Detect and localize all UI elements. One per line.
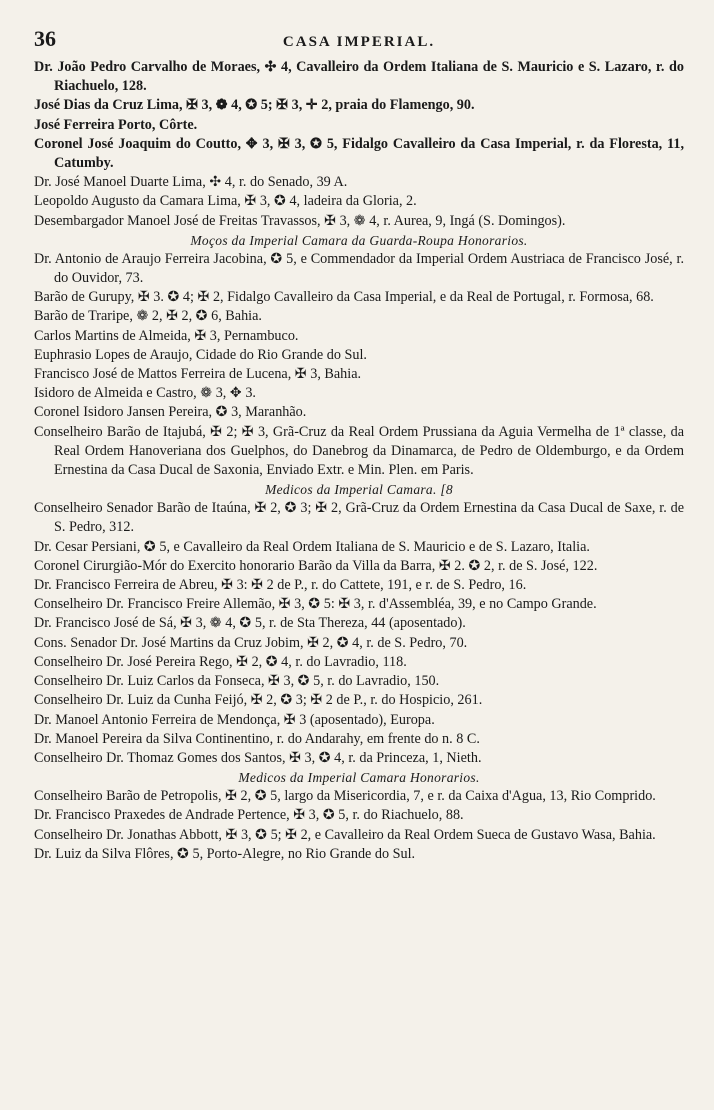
directory-entry: Dr. Francisco Ferreira de Abreu, ✠ 3: ✠ 2 de P., r. do Cattete, 191, e r. de S. Pedro, 16. (34, 577, 527, 594)
directory-entry: Dr. João Pedro Carvalho de Moraes, ✣ 4, Cavalleiro da Ordem Italiana de S. Mauricio e S. Lazaro, r. do Riachuelo, 128. (34, 59, 684, 95)
directory-entry: Dr. Manoel Pereira da Silva Continentino, r. do Andarahy, em frente do n. 8 C. (34, 730, 480, 747)
entry-list (34, 58, 684, 864)
page-number: 36 (34, 26, 56, 51)
directory-entry: Conselheiro Dr. Luiz Carlos da Fonseca, ✠ 3, ✪ 5, r. do Lavradio, 150. (34, 673, 440, 690)
directory-entry: Barão de Traripe, ❁ 2, ✠ 2, ✪ 6, Bahia. (34, 308, 262, 325)
directory-entry: Dr. Cesar Persiani, ✪ 5, e Cavalleiro da Real Ordem Italiana de S. Mauricio e de S. Lazaro, Italia. (34, 538, 590, 555)
directory-entry: Conselheiro Dr. Jonathas Abbott, ✠ 3, ✪ 5; ✠ 2, e Cavalleiro da Real Ordem Sueca de Gustavo Wasa, Bahia. (34, 826, 656, 843)
directory-entry: Conselheiro Barão de Itajubá, ✠ 2; ✠ 3, Grã-Cruz da Real Ordem Prussiana da Aguia Vermelha de 1ª classe, da Real Ordem Hanoveriana dos Guelphos, do Danebrog da Dinamarca, de Pedro de Oldemburgo, e da Ordem Ernestina da Casa Ducal de Saxonia, Enviado Extr. e Min. Plen. em Paris. (34, 423, 684, 479)
directory-entry: Dr. Antonio de Araujo Ferreira Jacobina, ✪ 5, e Commendador da Imperial Ordem Austriaca de Francisco José, r. do Ouvidor, 73. (34, 250, 684, 287)
section-heading: Moços da Imperial Camara da Guarda-Roupa Honorarios. (190, 232, 528, 248)
directory-entry: Dr. Francisco José de Sá, ✠ 3, ❁ 4, ✪ 5, r. de Sta Thereza, 44 (aposentado). (34, 615, 466, 632)
directory-entry: Francisco José de Mattos Ferreira de Lucena, ✠ 3, Bahia. (34, 366, 362, 383)
directory-entry: Carlos Martins de Almeida, ✠ 3, Pernambuco. (34, 327, 299, 344)
directory-entry: Euphrasio Lopes de Araujo, Cidade do Rio Grande do Sul. (34, 346, 367, 363)
directory-entry: Conselheiro Dr. Thomaz Gomes dos Santos, ✠ 3, ✪ 4, r. da Princeza, 1, Nieth. (34, 749, 482, 766)
directory-entry: Cons. Senador Dr. José Martins da Cruz Jobim, ✠ 2, ✪ 4, r. de S. Pedro, 70. (34, 634, 468, 651)
directory-entry: José Ferreira Porto, Côrte. (34, 116, 198, 133)
directory-entry: Conselheiro Dr. José Pereira Rego, ✠ 2, ✪ 4, r. do Lavradio, 118. (34, 653, 407, 670)
directory-entry: Conselheiro Senador Barão de Itaúna, ✠ 2, ✪ 3; ✠ 2, Grã-Cruz da Ordem Ernestina da Casa Ducal de Saxe, r. de S. Pedro, 312. (34, 500, 684, 536)
running-title: CASA IMPERIAL. (282, 34, 436, 50)
directory-entry: Dr. Francisco Praxedes de Andrade Pertence, ✠ 3, ✪ 5, r. do Riachuelo, 88. (34, 807, 464, 824)
directory-entry: Dr. José Manoel Duarte Lima, ✣ 4, r. do Senado, 39 A. (34, 174, 348, 191)
directory-entry: Barão de Gurupy, ✠ 3. ✪ 4; ✠ 2, Fidalgo Cavalleiro da Casa Imperial, e da Real de Portugal, r. Formosa, 68. (34, 289, 654, 306)
directory-entry: Dr. Luiz da Silva Flôres, ✪ 5, Porto-Alegre, no Rio Grande do Sul. (34, 845, 416, 862)
directory-entry: Conselheiro Barão de Petropolis, ✠ 2, ✪ 5, largo da Misericordia, 7, e r. da Caixa d'Agua, 13, Rio Comprido. (34, 788, 656, 805)
directory-entry: Coronel Cirurgião-Mór do Exercito honorario Barão da Villa da Barra, ✠ 2. ✪ 2, r. de S. José, 122. (34, 557, 598, 574)
section-heading: Medicos da Imperial Camara. [8 (265, 482, 453, 498)
directory-entry: José Dias da Cruz Lima, ✠ 3, ❁ 4, ✪ 5; ✠ 3, ✛ 2, praia do Flamengo, 90. (34, 97, 475, 114)
directory-entry: Coronel Isidoro Jansen Pereira, ✪ 3, Maranhão. (34, 404, 307, 421)
directory-entry: Coronel José Joaquim do Coutto, ✥ 3, ✠ 3, ✪ 5, Fidalgo Cavalleiro da Casa Imperial, r. da Floresta, 11, Catumby. (34, 135, 684, 172)
directory-entry: Conselheiro Dr. Francisco Freire Allemão, ✠ 3, ✪ 5: ✠ 3, r. d'Assembléa, 39, e no Campo Grande. (34, 596, 597, 613)
section-heading: Medicos da Imperial Camara Honorarios. (238, 770, 480, 786)
directory-entry: Conselheiro Dr. Luiz da Cunha Feijó, ✠ 2, ✪ 3; ✠ 2 de P., r. do Hospicio, 261. (34, 692, 483, 709)
directory-entry: Dr. Manoel Antonio Ferreira de Mendonça, ✠ 3 (aposentado), Europa. (34, 711, 435, 728)
directory-entry: Leopoldo Augusto da Camara Lima, ✠ 3, ✪ 4, ladeira da Gloria, 2. (34, 193, 417, 210)
directory-entry: Desembargador Manoel José de Freitas Travassos, ✠ 3, ❁ 4, r. Aurea, 9, Ingá (S. Domingos). (34, 212, 566, 229)
page-header (34, 26, 684, 56)
directory-entry: Isidoro de Almeida e Castro, ❁ 3, ✥ 3. (34, 385, 256, 402)
